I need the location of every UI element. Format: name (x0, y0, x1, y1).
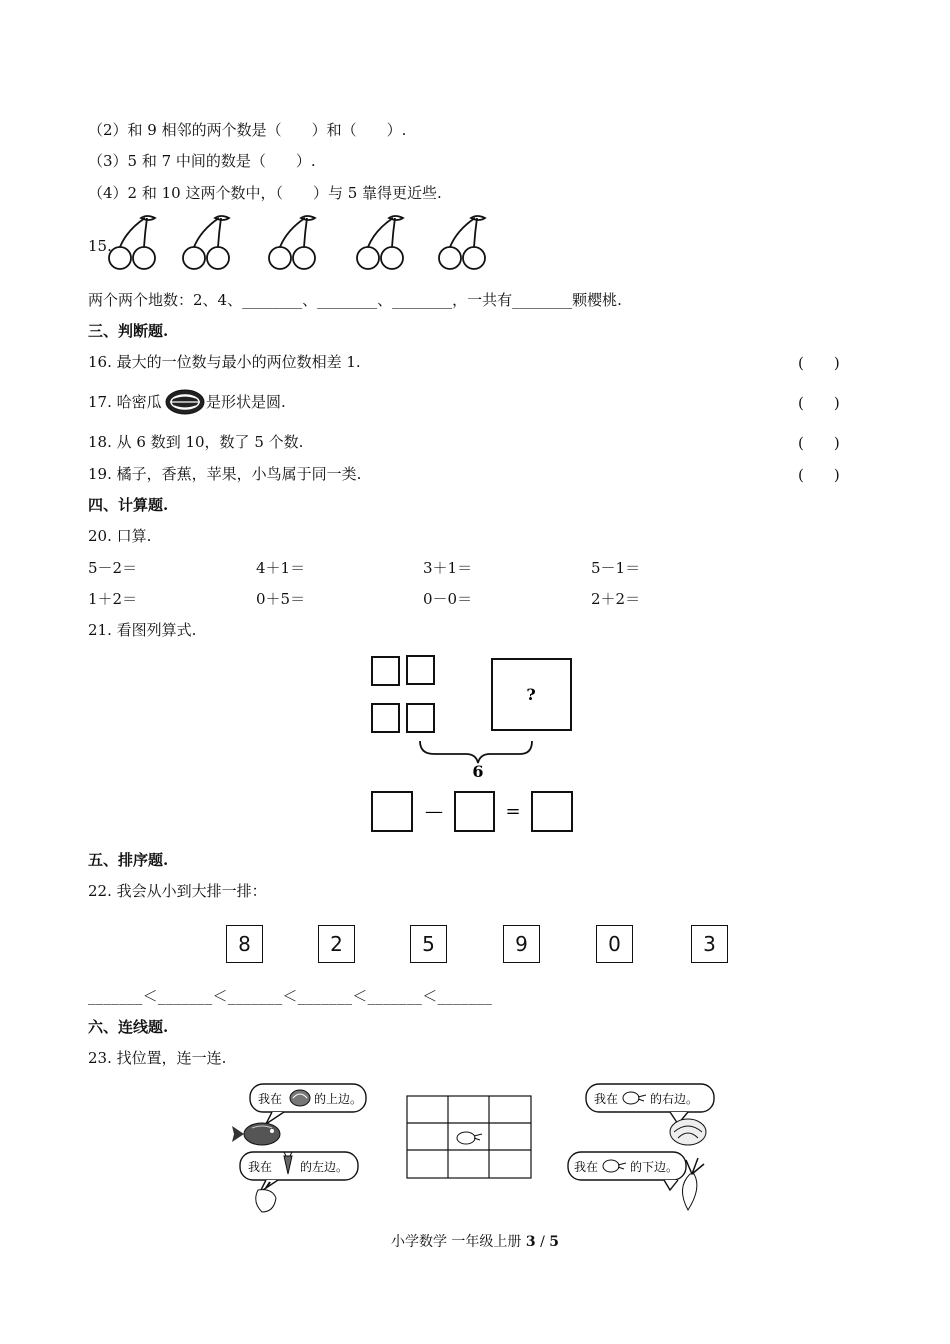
bubble-4-text-b: 的下边。 (630, 1160, 679, 1174)
footer-page-number: 3 (525, 1234, 536, 1250)
q22-text: 22. 我会从小到大排一排： (88, 882, 267, 900)
page-footer (0, 1231, 950, 1251)
sort-blanks[interactable]: _______＜_______＜_______＜_______＜_______＜_______ (88, 987, 493, 1005)
eggplant-icon (457, 1132, 482, 1144)
section-6-title: 六、连线题. (88, 1018, 169, 1036)
sort-number-box: 0 (596, 925, 633, 963)
q20-text: 20. 口算. (88, 527, 152, 545)
small-square (407, 656, 434, 684)
q19-text: 19. 橘子，香蕉，苹果，小鸟属于同一类. (88, 465, 362, 483)
q15-text: 两个两个地数：2、4、________、________、________，一共有________颗樱桃. (88, 291, 622, 309)
sort-number-box: 8 (226, 925, 263, 963)
section-3-title: 三、判断题. (88, 322, 169, 340)
calc-item: 3＋1＝ (423, 559, 473, 577)
calc-item: 2＋2＝ (591, 590, 641, 608)
calc-item: 5－1＝ (591, 559, 641, 577)
q23-text: 23. 找位置，连一连. (88, 1049, 227, 1067)
cabbage-icon (290, 1090, 310, 1106)
question-mark: ? (526, 685, 536, 704)
q14-part2: （2）和 9 相邻的两个数是（ ）和（ ）. (88, 121, 407, 139)
calc-item: 1＋2＝ (88, 590, 138, 608)
calc-item: 5－2＝ (88, 559, 138, 577)
bubble-2-text-b: 的左边。 (300, 1160, 349, 1174)
q23-figure (230, 1078, 730, 1218)
chinese-cabbage-icon (670, 1119, 706, 1145)
q16-text: 16. 最大的一位数与最小的两位数相差 1. (88, 353, 361, 371)
q14-part4: （4）2 和 10 这两个数中，（ ）与 5 靠得更近些. (88, 184, 442, 202)
footer-page-total: 5 (549, 1234, 560, 1250)
sort-number-box: 3 (691, 925, 728, 963)
bubble-3-text-b: 的右边。 (650, 1092, 699, 1106)
sort-number-box: 2 (318, 925, 355, 963)
pepper-icon (256, 1182, 276, 1212)
section-5-title: 五、排序题. (88, 851, 169, 869)
minus-sign: — (425, 801, 443, 822)
melon-icon (164, 388, 206, 416)
q16-answer-paren[interactable]: ( ) (798, 354, 840, 372)
eggplant-icon (623, 1092, 646, 1104)
small-square (372, 704, 399, 732)
calc-item: 0－0＝ (423, 590, 473, 608)
total-label: 6 (472, 762, 484, 781)
calc-item: 4＋1＝ (256, 559, 306, 577)
fish-icon (232, 1123, 280, 1145)
q18-answer-paren[interactable]: ( ) (798, 434, 840, 452)
q18-text: 18. 从 6 数到 10，数了 5 个数. (88, 433, 304, 451)
bubble-1-text-a: 我在 (258, 1092, 283, 1106)
bubble-1-text-b: 的上边。 (314, 1092, 363, 1106)
carrot-icon (284, 1152, 292, 1174)
q17-answer-paren[interactable]: ( ) (798, 394, 840, 412)
cherries-illustration (105, 212, 505, 276)
eggplant-icon (603, 1160, 626, 1172)
q21-figure (360, 648, 590, 838)
q19-answer-paren[interactable]: ( ) (798, 466, 840, 484)
answer-box (372, 792, 412, 831)
sort-number-box: 5 (410, 925, 447, 963)
q17-text-end: 是形状是圆. (206, 393, 286, 411)
small-square (407, 704, 434, 732)
bubble-2-text-a: 我在 (248, 1160, 273, 1174)
q15-label: 15. (88, 237, 112, 255)
answer-box (455, 792, 494, 831)
section-4-title: 四、计算题. (88, 496, 169, 514)
q14-part3: （3）5 和 7 中间的数是（ ）. (88, 152, 316, 170)
equals-sign: = (505, 801, 521, 822)
footer-text: 小学数学 一年级上册 (390, 1234, 526, 1250)
calc-item: 0＋5＝ (256, 590, 306, 608)
brace (420, 741, 532, 763)
answer-box (532, 792, 572, 831)
bubble-4-text-a: 我在 (574, 1160, 599, 1174)
q21-text: 21. 看图列算式. (88, 621, 197, 639)
bubble-3-text-a: 我在 (594, 1092, 619, 1106)
small-square (372, 657, 399, 685)
q17-text-start: 17. 哈密瓜 (88, 393, 162, 411)
footer-separator: / (535, 1234, 550, 1250)
sort-number-box: 9 (503, 925, 540, 963)
